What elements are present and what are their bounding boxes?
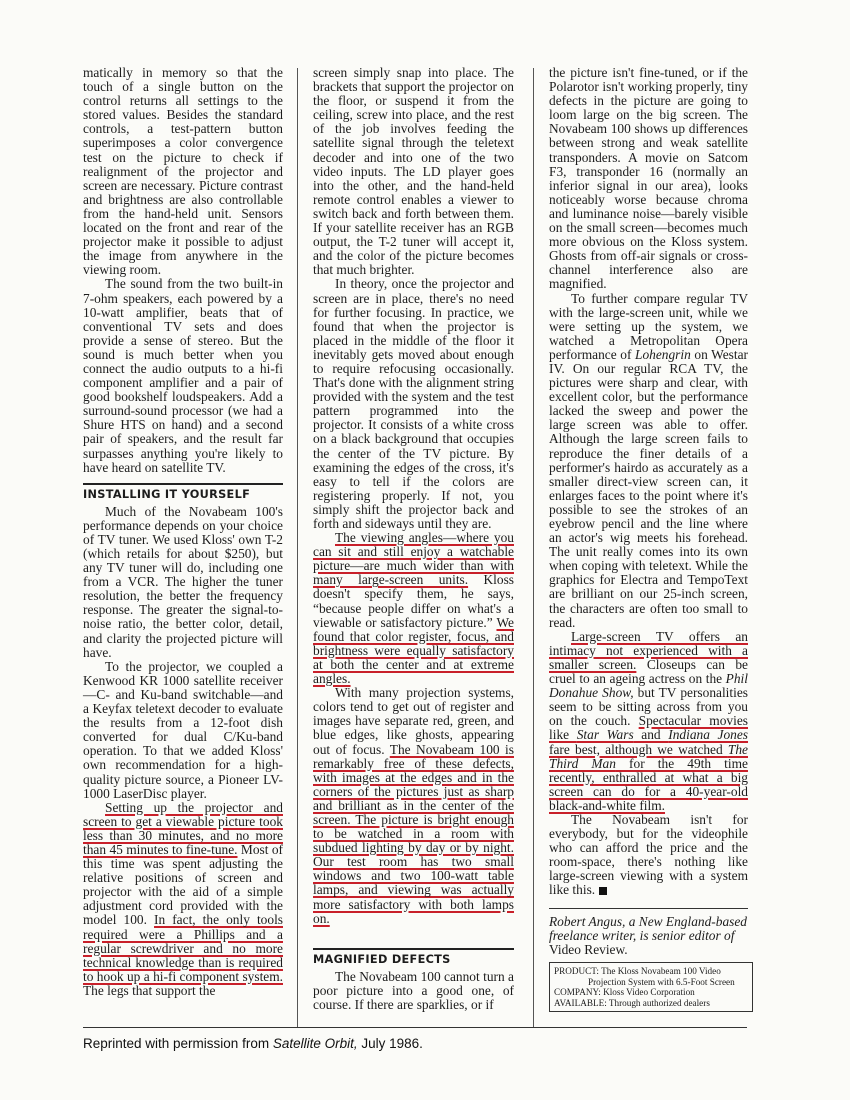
end-of-article-mark	[599, 887, 607, 895]
highlighted-text: The viewing angles—where you can sit and still enjoy a watchable picture—are much wider than with many large-screen units.	[313, 530, 514, 588]
text-span: Closeups can be cruel to an ageing actress on the	[549, 656, 748, 687]
article-column-1	[83, 66, 283, 998]
highlighted-text: We found that color register, focus, and brightness were equally satisfactory at both the center and at extreme angles.	[313, 614, 514, 687]
author-bio	[549, 908, 748, 957]
italic-title: Phil Donahue Show,	[549, 671, 748, 701]
italic-title: The Third Man	[549, 741, 748, 771]
italic-title: Indiana Jones	[668, 727, 749, 743]
text-span: Kloss doesn't specify them, he says, “because people differ on what's a viewable or satisfactory picture.”	[313, 572, 514, 630]
column-divider	[533, 68, 534, 1028]
paragraph	[313, 686, 514, 926]
text-span: for the 49th time recently, enthralled at what a big screen can do for a 40-year-old black-and-white film.	[549, 755, 748, 813]
text-span: and	[633, 727, 669, 743]
text-span: Robert Angus, a New England-based freelance writer, is senior editor of	[549, 913, 747, 943]
paragraph	[83, 801, 283, 998]
paragraph: the picture isn't fine-tuned, or if the Polarotor isn't working properly, tiny defects in the picture are going to loom large on the big screen. The Novabeam 100 shows up differences between strong and weak satellite transponders. A movie on Satcom F3, transponder 16 (normally an inferior signal in our area), looks noticeably worse because chroma and luminance noise—barely visible on the small screen—becomes much more obvious on the Kloss system. Ghosts from off-air signals or cross-channel interference also are magnified.	[549, 65, 748, 292]
text-span: fare best, although we watched	[549, 741, 728, 757]
text-span: With many projection systems, colors tend to get out of register and images have separate red, green, and blue edges, like ghosts, appearing out of focus.	[313, 685, 514, 757]
text-span: The legs that support the	[83, 982, 216, 998]
footer-rule	[83, 1027, 747, 1028]
paragraph	[313, 531, 514, 686]
paragraph: The sound from the two built-in 7-ohm speakers, each powered by a 10-watt amplifier, beats that of conventional TV sets and does provide a sense of stereo. But the sound is much better when you connect the audio outputs to a hi-fi component amplifier and a pair of good bookshelf loudspeakers. Add a surround-sound processor (we had a Shure HTS on hand) and a second pair of speakers, and the result far surpasses anything you're likely to have heard on satellite TV.	[83, 276, 283, 475]
column-divider	[297, 68, 298, 1028]
paragraph: To the projector, we coupled a Kenwood KR 1000 satellite receiver—C- and Ku-band switchable—and a Keyfax teletext decoder to evaluate the results from a 12-foot dish converted for dual C/Ku-band operation. To that we added Kloss' own recommendation for a high-quality picture source, a Pioneer LV-1000 LaserDisc player.	[83, 658, 283, 801]
text-span: Spectacular movies like	[549, 713, 748, 743]
article-column-2	[313, 66, 514, 1012]
paragraph: matically in memory so that the touch of a single button on the control returns all settings to the stored values. Besides the standard controls, a test-pattern button superimposes a color convergence test on the picture to check if realignment of the projector and screen are necessary. Picture contrast and brightness are also controllable from the hand-held unit. Sensors located on the front and rear of the projector make it possible to adjust the image from anywhere in the viewing room.	[83, 65, 283, 278]
highlighted-text: In fact, the only tools required were a Phillips and a regular screwdriver and no more technical knowledge than is required to hook up a hi-fi component system.	[83, 912, 283, 984]
text-span: July 1986.	[357, 1036, 423, 1051]
italic-title: Video Review.	[549, 941, 628, 957]
italic-title: Lohengrin	[635, 346, 691, 362]
article-column-3	[549, 66, 748, 957]
highlighted-text: The Novabeam 100 is remarkably free of these defects, with images at the edges and in the corners of the pictures just as sharp and brilliant as in the center of the screen. The picture is bright enough to be watched in a room with subdued lighting by day or by night. Our test room has two small windows and two 100-watt table lamps, and viewing was actually more satisfactory with both lamps on.	[313, 741, 514, 926]
text-span: Most of this time was spent adjusting the relative positions of screen and projector with the aid of a simple adjustment cord provided with the model 100.	[83, 841, 283, 928]
highlighted-text: Large-screen TV offers an intimacy not experienced with a smaller screen.	[549, 628, 748, 672]
product-line: PRODUCT: The Kloss Novabeam 100 Video	[554, 966, 721, 976]
paragraph	[549, 292, 748, 630]
text-span: To further compare regular TV with the large-screen unit, while we were setting up the system, we watched a Metropolitan Opera performance of	[549, 290, 748, 362]
company-line: COMPANY: Kloss Video Corporation	[554, 987, 695, 998]
text-span: on Westar IV. On our regular RCA TV, the pictures were sharp and clear, with excellent color, but the performance lacked the sweep and power the large screen was able to offer. Although the large screen fails to reproduce the finer details of a performer's hairdo as accurately as a smaller direct-view screen can, it enlarges faces to the point where it's possible to see the strokes of an eyebrow pencil and the line where an actor's wig meets his forehead. The unit really comes into its own when coping with teletext. While the graphics for Electra and TempoText are brilliant on our 25-inch screen, the characters are often too small to read.	[549, 346, 748, 630]
text-span: The Novabeam isn't for everybody, but for the videophile who can afford the price and the room-space, there's nothing like large-screen viewing with a system like this.	[549, 811, 748, 898]
text-span: but TV personalities seem to be sitting across from you on the couch.	[549, 685, 748, 729]
highlighted-text	[549, 713, 748, 813]
product-line-continued: Projection System with 6.5-Foot Screen	[588, 976, 735, 987]
publication-name: Satellite Orbit,	[272, 1036, 358, 1051]
highlighted-text: Setting up the projector and screen to get a viewable picture took less than 30 minutes, and no more than 45 minutes to fine-tune.	[83, 799, 283, 857]
section-heading-magnified: MAGNIFIED DEFECTS	[313, 948, 514, 967]
section-heading-installing: INSTALLING IT YOURSELF	[83, 483, 283, 502]
paragraph: In theory, once the projector and screen are in place, there's no need for further focusing. In practice, we found that when the projector is placed in the middle of the floor it inevitably gets moved about enough to require refocusing occasionally. That's done with the alignment string provided with the system and the test pattern programmed into the projector. It consists of a white cross on a black background that occupies the center of the TV picture. By examining the edges of the cross, it's easy to tell if the colors are registering properly. If not, you simply shift the projector back and forth and sideways until they are.	[313, 276, 514, 531]
reprint-credit	[83, 1036, 423, 1051]
paragraph: screen simply snap into place. The brackets that support the projector on the floor, or suspend it from the ceiling, screw into place, and the rest of the job involves feeding the satellite signal through the teletext decoder and into one of the two video inputs. The LD player goes into the other, and the hand-held remote control enables a viewer to switch back and forth between them. If your satellite receiver has an RGB output, the T-2 tuner will accept it, and the color of the picture becomes that much brighter.	[313, 65, 514, 278]
italic-title: Star Wars	[576, 727, 634, 743]
availability-line: AVAILABLE: Through authorized dealers	[554, 997, 710, 1008]
paragraph	[549, 813, 748, 898]
product-info-box	[549, 962, 753, 1012]
text-span: Reprinted with permission from	[83, 1036, 273, 1051]
paragraph	[549, 630, 748, 813]
paragraph: Much of the Novabeam 100's performance depends on your choice of TV tuner. We used Kloss' own T-2 (which retails for about $250), but any TV tuner will do, including one from a VCR. The higher the tuner resolution, the better the frequency response. The greater the signal-to-noise ratio, the better color, detail, and clarity the projected picture will have.	[83, 503, 283, 660]
paragraph: The Novabeam 100 cannot turn a poor picture into a good one, of course. If there are sparklies, or if	[313, 968, 514, 1012]
